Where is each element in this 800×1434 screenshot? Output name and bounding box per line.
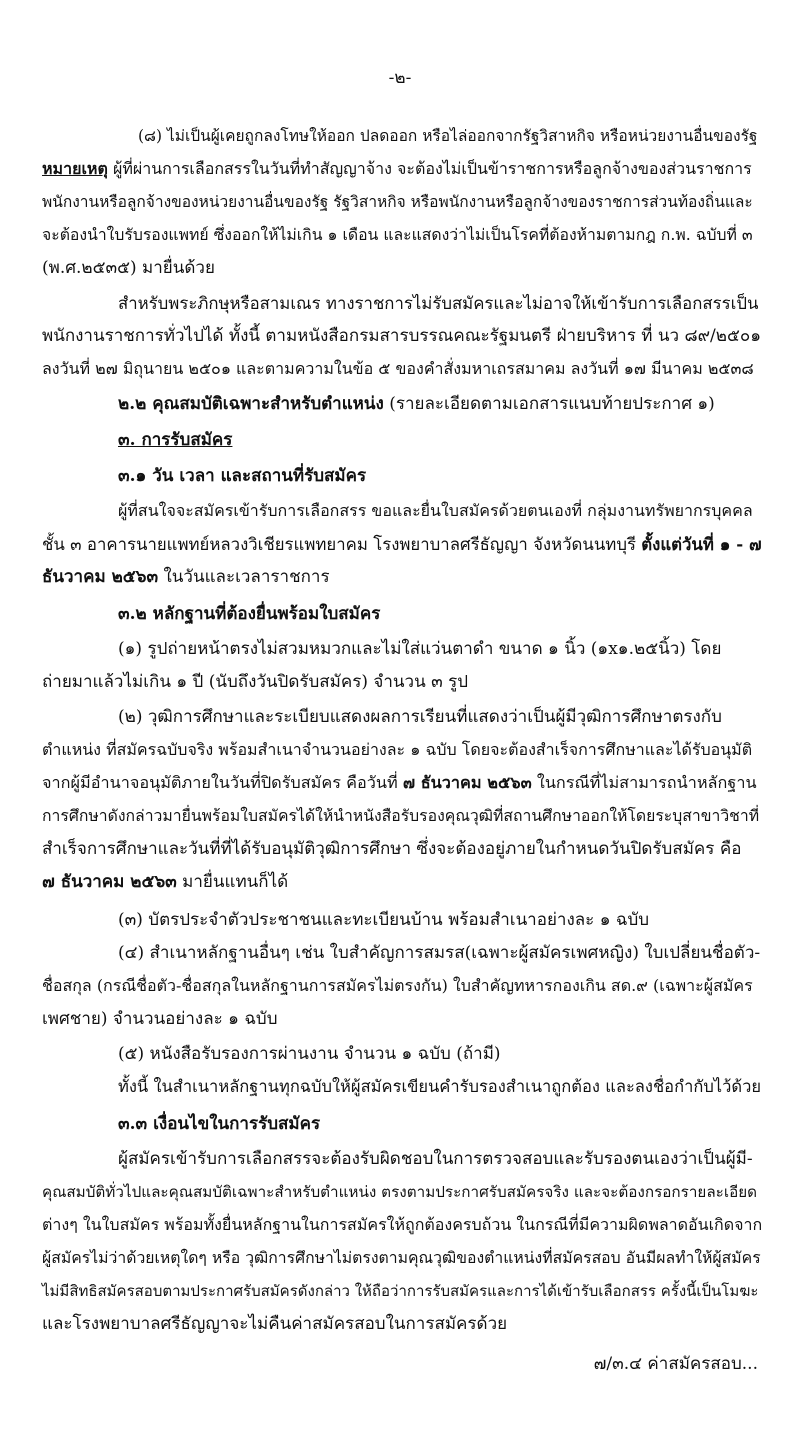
- section-3-2-heading: ๓.๒ หลักฐานที่ต้องยื่นพร้อมใบสมัคร: [118, 604, 381, 624]
- section-3-3-line-4: ผู้สมัครไม่ว่าด้วยเหตุใดๆ หรือ วุฒิการศึกษาไม่ตรงตามคุณวุฒิของตำแหน่งที่สมัครสอบ อันมีผลทำให้ผู้สมัคร: [42, 1248, 761, 1267]
- monk-paragraph-line-2: พนักงานราชการทั่วไปได้ ทั้งนี้ ตามหนังสือกรมสารบรรณคณะรัฐมนตรี ฝ่ายบริหาร ที่ นว ๘๙/๒๕๐๑: [42, 326, 761, 346]
- evidence-item-2-line-1: (๒) วุฒิการศึกษาและระเบียบแสดงผลการเรียนที่แสดงว่าเป็นผู้มีวุฒิการศึกษาตรงกับ: [118, 707, 722, 727]
- qualification-item-8: (๘) ไม่เป็นผู้เคยถูกลงโทษให้ออก ปลดออก หรือไล่ออกจากรัฐวิสาหกิจ หรือหน่วยงานอื่นของรัฐ: [138, 127, 758, 145]
- note-line-3: จะต้องนำใบรับรองแพทย์ ซึ่งออกให้ไม่เกิน ๑ เดือน และแสดงว่าไม่เป็นโรคที่ต้องห้ามตามกฎ ก.พ. ฉบับที่ ๓: [42, 225, 753, 244]
- page-number: -๒-: [388, 68, 412, 88]
- evidence-item-2-line-5: สำเร็จการศึกษาและวันที่ที่ได้รับอนุมัติวุฒิการศึกษา ซึ่งจะต้องอยู่ภายในกำหนดวันปิดรับสมัคร คือ: [42, 839, 742, 859]
- evidence-item-1-line-2: ถ่ายมาแล้วไม่เกิน ๑ ปี (นับถึงวันปิดรับสมัคร) จำนวน ๓ รูป: [42, 672, 469, 692]
- note-line-1: หมายเหตุ ผู้ที่ผ่านการเลือกสรรในวันที่ทำสัญญาจ้าง จะต้องไม่เป็นข้าราชการหรือลูกจ้างของส่วนราชการ: [42, 159, 752, 178]
- evidence-item-4-line-1: (๔) สำเนาหลักฐานอื่นๆ เช่น ใบสำคัญการสมรส(เฉพาะผู้สมัครเพศหญิง) ใบเปลี่ยนชื่อตัว-: [118, 943, 761, 963]
- section-2-2-heading: ๒.๒ คุณสมบัติเฉพาะสำหรับตำแหน่ง: [118, 394, 384, 414]
- section-3-3-line-2: คุณสมบัติทั่วไปและคุณสมบัติเฉพาะสำหรับตำแหน่ง ตรงตามประกาศรับสมัครจริง และจะต้องกรอกรายละเอียด: [42, 1183, 758, 1201]
- evidence-item-2-line-2: ตำแหน่ง ที่สมัครฉบับจริง พร้อมสำเนาจำนวนอย่างละ ๑ ฉบับ โดยจะต้องสำเร็จการศึกษาและได้รับอนุมัติ: [42, 740, 753, 759]
- section-3-3-line-3: ต่างๆ ในใบสมัคร พร้อมทั้งยื่นหลักฐานในการสมัครให้ถูกต้องครบถ้วน ในกรณีที่มีความผิดพลาดอันเกิดจาก: [42, 1215, 763, 1234]
- section-2-2: ๒.๒ คุณสมบัติเฉพาะสำหรับตำแหน่ง (รายละเอียดตามเอกสารแนบท้ายประกาศ ๑): [118, 394, 715, 414]
- monk-paragraph-line-1: สำหรับพระภิกษุหรือสามเณร ทางราชการไม่รับสมัครและไม่อาจให้เข้ารับการเลือกสรรเป็น: [118, 293, 759, 313]
- evidence-item-2-line-4: การศึกษาดังกล่าวมายื่นพร้อมใบสมัครได้ให้นำหนังสือรับรองคุณวุฒิที่สถานศึกษาออกให้โดยระบุสาขาวิชาที่: [42, 806, 760, 825]
- evidence-item-2-line-6: ๗ ธันวาคม ๒๕๖๓ มายื่นแทนก็ได้: [42, 872, 289, 892]
- section-3-3-heading: ๓.๓ เงื่อนไขในการรับสมัคร: [118, 1114, 321, 1134]
- section-3-3-line-5: ไม่มีสิทธิสมัครสอบตามประกาศรับสมัครดังกล่าว ให้ถือว่าการรับสมัครและการได้เข้ารับเลือกสรร ครั้งนี้เป็นโมฆะ: [42, 1282, 759, 1300]
- evidence-item-3: (๓) บัตรประจำตัวประชาชนและทะเบียนบ้าน พร้อมสำเนาอย่างละ ๑ ฉบับ: [118, 910, 650, 930]
- section-3-1-line-2: ชั้น ๓ อาคารนายแพทย์หลวงวิเชียรแพทยาคม โรงพยาบาลศรีธัญญา จังหวัดนนทบุรี ตั้งแต่วันที่ ๑ - ๗: [42, 534, 762, 554]
- section-3-1-heading: ๓.๑ วัน เวลา และสถานที่รับสมัคร: [118, 466, 367, 486]
- section-3-1-line-1: ผู้ที่สนใจจะสมัครเข้ารับการเลือกสรร ขอและยื่นใบสมัครด้วยตนเองที่ กลุ่มงานทรัพยากรบุคคล: [118, 501, 753, 520]
- evidence-item-1-line-1: (๑) รูปถ่ายหน้าตรงไม่สวมหมวกและไม่ใส่แว่นตาดำ ขนาด ๑ นิ้ว (๑x๑.๒๕นิ้ว) โดย: [118, 639, 722, 659]
- section-3-1-line-3: ธันวาคม ๒๕๖๓ ในวันและเวลาราชการ: [42, 567, 330, 587]
- evidence-item-4-line-3: เพศชาย) จำนวนอย่างละ ๑ ฉบับ: [42, 1009, 278, 1029]
- section-3-3-line-6: และโรงพยาบาลศรีธัญญาจะไม่คืนค่าสมัครสอบในการสมัครด้วย: [42, 1314, 508, 1334]
- section-3-3-line-1: ผู้สมัครเข้ารับการเลือกสรรจะต้องรับผิดชอบในการตรวจสอบและรับรองตนเองว่าเป็นผู้มี-: [118, 1149, 753, 1169]
- note-label: หมายเหตุ: [42, 159, 108, 178]
- continuation-marker: ๗/๓.๔ ค่าสมัครสอบ...: [593, 1354, 758, 1374]
- note-line-4: (พ.ศ.๒๕๓๕) มายื่นด้วย: [42, 258, 215, 278]
- section-3-heading: ๓. การรับสมัคร: [118, 430, 233, 450]
- evidence-closing-note: ทั้งนี้ ในสำเนาหลักฐานทุกฉบับให้ผู้สมัครเขียนคำรับรองสำเนาถูกต้อง และลงชื่อกำกับไว้ด้วย: [118, 1077, 762, 1096]
- evidence-item-2-line-3: จากผู้มีอำนาจอนุมัติภายในวันที่ปิดรับสมัคร คือวันที่ ๗ ธันวาคม ๒๕๖๓ ในกรณีที่ไม่สามารถนำหลักฐาน: [42, 773, 757, 792]
- evidence-item-4-line-2: ชื่อสกุล (กรณีชื่อตัว-ชื่อสกุลในหลักฐานการสมัครไม่ตรงกัน) ใบสำคัญทหารกองเกิน สด.๙ (เฉพาะผู้สมัคร: [42, 976, 753, 995]
- monk-paragraph-line-3: ลงวันที่ ๒๗ มิถุนายน ๒๕๐๑ และตามความในข้อ ๕ ของคำสั่งมหาเถรสมาคม ลงวันที่ ๑๗ มีนาคม ๒๕๓๘: [42, 359, 754, 378]
- note-line-2: พนักงานหรือลูกจ้างของหน่วยงานอื่นของรัฐ รัฐวิสาหกิจ หรือพนักงานหรือลูกจ้างของราชการส่วนท้องถิ่นและ: [42, 193, 753, 211]
- evidence-item-5: (๕) หนังสือรับรองการผ่านงาน จำนวน ๑ ฉบับ (ถ้ามี): [118, 1044, 501, 1064]
